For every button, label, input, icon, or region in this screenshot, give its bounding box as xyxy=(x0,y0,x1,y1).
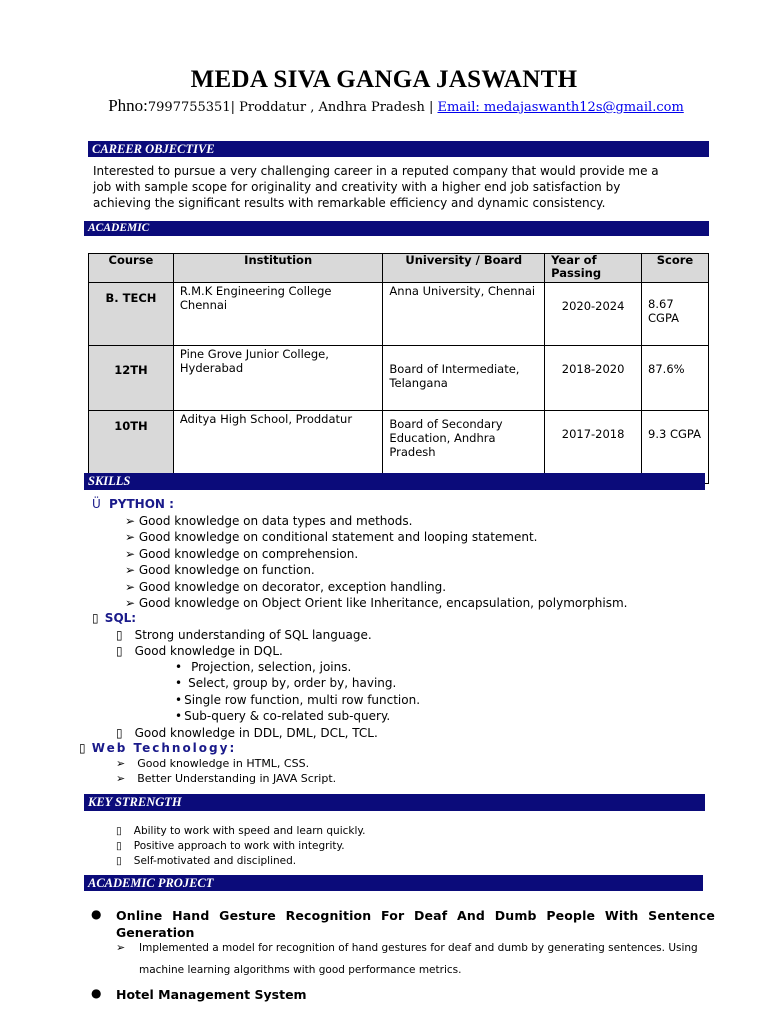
arrow-bullet-icon: ➢ xyxy=(125,514,139,528)
list-item: ▯ Strong understanding of SQL language. xyxy=(116,628,372,642)
dql-sublist xyxy=(175,659,420,725)
project-title: Online Hand Gesture Recognition For Deaf And Dumb People With Sentence xyxy=(116,908,715,923)
missing-glyph-icon: ▯ xyxy=(116,855,122,867)
col-header-score: Score xyxy=(642,254,709,283)
cell-course: 12TH xyxy=(89,346,174,411)
list-item: • Sub-query & co-related sub-query. xyxy=(175,709,391,724)
arrow-bullet-icon: ➢ xyxy=(125,596,139,611)
cell-institution: R.M.K Engineering College Chennai xyxy=(173,283,383,346)
list-item: • Select, group by, order by, having. xyxy=(175,676,397,691)
arrow-bullet-icon: ➢ xyxy=(116,772,126,785)
contact-line xyxy=(0,96,768,116)
list-item: • Projection, selection, joins. xyxy=(175,660,352,674)
candidate-name: MEDA SIVA GANGA JASWANTH xyxy=(190,66,578,93)
list-item: ▯ Good knowledge in DDL, DML, DCL, TCL. xyxy=(116,726,378,740)
cell-score: 87.6% xyxy=(642,346,709,411)
academic-project-heading: ACADEMIC PROJECT xyxy=(84,875,703,891)
web-list xyxy=(116,756,336,786)
web-label: Web Technology: xyxy=(91,741,237,755)
cell-year: 2020-2024 xyxy=(545,283,642,346)
sql-label: SQL: xyxy=(104,611,137,625)
arrow-bullet-icon: ➢ xyxy=(116,941,126,954)
list-item: ➢ Good knowledge on data types and methods. xyxy=(125,514,413,528)
key-strength-list xyxy=(116,824,365,869)
dot-bullet-icon: • xyxy=(175,676,183,691)
list-item: ▯ Good knowledge in DQL. xyxy=(116,644,283,659)
col-header-institution: Institution xyxy=(173,254,383,283)
list-item: ➢ Good knowledge in HTML, CSS. xyxy=(116,757,310,770)
cell-board: Board of Intermediate, Telangana xyxy=(383,346,545,411)
list-item: ➢ Good knowledge on Object Orient like Inheritance, encapsulation, polymorphism. xyxy=(125,596,628,611)
cell-score: 9.3 CGPA xyxy=(642,411,709,484)
sql-list-last xyxy=(116,725,378,741)
cell-board: Anna University, Chennai xyxy=(383,283,545,346)
table-row xyxy=(89,283,709,346)
col-header-board: University / Board xyxy=(383,254,545,283)
missing-glyph-icon: ▯ xyxy=(79,741,86,755)
list-item: ➢ Good knowledge on decorator, exception handling. xyxy=(125,579,447,594)
col-header-year: Year of Passing xyxy=(545,254,642,283)
table-row xyxy=(89,346,709,411)
web-subheading xyxy=(79,741,236,755)
list-item: ▯ Ability to work with speed and learn quickly. xyxy=(116,825,366,837)
missing-glyph-icon: ▯ xyxy=(116,726,123,740)
skills-heading: SKILLS xyxy=(84,473,705,490)
dot-bullet-icon: ● xyxy=(91,986,102,1000)
list-item: ▯ Self-motivated and disciplined. xyxy=(116,855,297,867)
email-link[interactable]: Email: medajaswanth12s@gmail.com xyxy=(437,100,684,115)
dot-bullet-icon: • xyxy=(175,709,183,724)
cell-board: Board of Secondary Education, Andhra Pradesh xyxy=(383,411,545,484)
table-header-row xyxy=(89,254,709,283)
sql-subheading xyxy=(92,611,136,625)
missing-glyph-icon: ▯ xyxy=(92,611,99,625)
col-header-course: Course xyxy=(89,254,174,283)
cell-institution: Pine Grove Junior College, Hyderabad xyxy=(173,346,383,411)
academic-heading: ACADEMIC xyxy=(84,221,709,236)
python-list xyxy=(125,513,627,611)
dot-bullet-icon: • xyxy=(175,692,183,707)
list-item: ➢ Better Understanding in JAVA Script. xyxy=(116,772,337,785)
check-icon: Ü xyxy=(92,497,101,511)
missing-glyph-icon: ▯ xyxy=(116,840,122,852)
arrow-bullet-icon: ➢ xyxy=(125,546,139,561)
project-description-cont: machine learning algorithms with good performance metrics. xyxy=(139,964,462,976)
project-title: Hotel Management System xyxy=(116,987,307,1002)
cell-score: 8.67 CGPA xyxy=(642,283,709,346)
arrow-bullet-icon: ➢ xyxy=(125,563,139,578)
cell-year: 2017-2018 xyxy=(545,411,642,484)
arrow-bullet-icon: ➢ xyxy=(125,579,139,594)
python-label: PYTHON : xyxy=(108,497,174,511)
dot-bullet-icon: ● xyxy=(91,907,102,921)
academic-table xyxy=(88,253,709,484)
arrow-bullet-icon: ➢ xyxy=(116,757,126,770)
sql-list xyxy=(116,627,372,660)
career-objective-text: Interested to pursue a very challenging career in a reputed company that would provide me a job with sample scope for originality and creativity with a higher end job satisfaction by achieving the significant results with remarkable efficiency and dynamic consistency. xyxy=(93,164,659,210)
list-item: ➢ Good knowledge on function. xyxy=(125,563,315,578)
arrow-bullet-icon: ➢ xyxy=(125,530,139,545)
missing-glyph-icon: ▯ xyxy=(116,644,123,659)
project-description: Implemented a model for recognition of hand gestures for deaf and dumb by generating sentences. Using xyxy=(139,942,698,954)
dot-bullet-icon: • xyxy=(175,660,183,674)
missing-glyph-icon: ▯ xyxy=(116,825,122,837)
list-item: ➢ Good knowledge on conditional statement and looping statement. xyxy=(125,530,538,545)
list-item: • Single row function, multi row function. xyxy=(175,692,421,707)
key-strength-heading: KEY STRENGTH xyxy=(84,794,705,811)
career-objective-heading: CAREER OBJECTIVE xyxy=(88,141,709,157)
list-item: ▯ Positive approach to work with integrity. xyxy=(116,840,345,852)
phone-and-location: 7997755351| Proddatur , Andhra Pradesh | xyxy=(147,100,434,115)
missing-glyph-icon: ▯ xyxy=(116,628,123,642)
python-subheading xyxy=(92,497,174,511)
list-item: ➢ Good knowledge on comprehension. xyxy=(125,546,359,561)
phone-label: Phno: xyxy=(108,96,148,115)
cell-institution: Aditya High School, Proddatur xyxy=(173,411,383,484)
cell-course: 10TH xyxy=(89,411,174,484)
cell-course: B. TECH xyxy=(89,283,174,346)
cell-year: 2018-2020 xyxy=(545,346,642,411)
project-title-cont: Generation xyxy=(116,925,195,940)
